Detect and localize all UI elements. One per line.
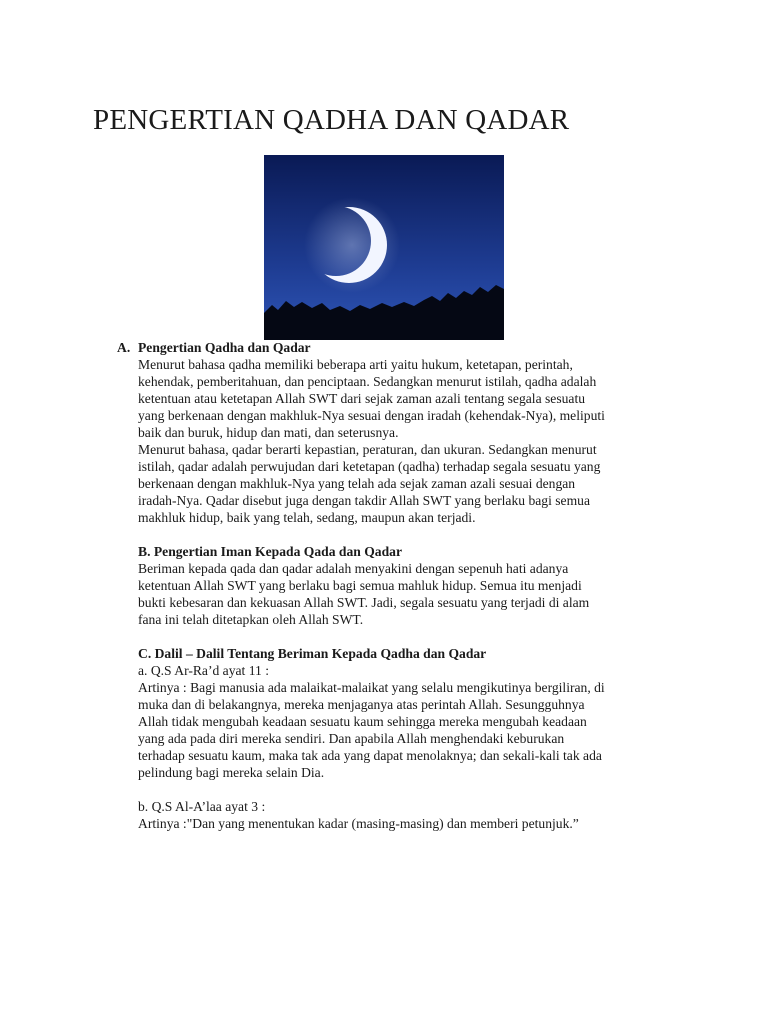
text-line: terhadap sesuatu kaum, maka tak ada yang dapat menolaknya; dan sekali-kali tak ada bbox=[138, 748, 602, 763]
crescent-moon-image bbox=[264, 155, 504, 340]
text-line: ketentuan atau ketetapan Allah SWT dari sejak zaman azali tentang segala sesuatu bbox=[138, 391, 586, 406]
section-a-title: Pengertian Qadha dan Qadar bbox=[138, 340, 311, 355]
paragraph-al-alaa-meaning bbox=[138, 815, 677, 832]
section-a-body bbox=[117, 356, 677, 832]
text-line: muka dan di belakangnya, mereka menjaganya atas perintah Allah. Sesungguhnya bbox=[138, 697, 585, 712]
text-line: yang berkenaan dengan makhluk-Nya sesuai dengan iradah (kehendak-Nya), meliputi bbox=[138, 408, 605, 423]
text-line: kehendak, pemberitahuan, dan penciptaan. Sedangkan menurut istilah, qadha adalah bbox=[138, 374, 597, 389]
text-line: yang ada pada diri mereka sendiri. Dan apabila Allah menghendaki keburukan bbox=[138, 731, 565, 746]
text-line: iradah-Nya. Qadar disebut juga dengan takdir Allah SWT yang berlaku bagi semua bbox=[138, 493, 590, 508]
text-line: makhluk hidup, baik yang telah, sedang, maupun akan terjadi. bbox=[138, 510, 476, 525]
text-line: Menurut bahasa qadha memiliki beberapa arti yaitu hukum, ketetapan, perintah, bbox=[138, 357, 573, 372]
text-line: pelindung bagi mereka selain Dia. bbox=[138, 765, 325, 780]
paragraph-ar-rad-meaning bbox=[138, 679, 677, 781]
document-body bbox=[117, 339, 677, 832]
text-line: fana ini telah ditetapkan oleh Allah SWT. bbox=[138, 612, 364, 627]
paragraph-qadha bbox=[138, 356, 677, 441]
text-line: Beriman kepada qada dan qadar adalah menyakini dengan sepenuh hati adanya bbox=[138, 561, 569, 576]
text-line: Allah tidak mengubah keadaan sesuatu kaum sehingga mereka mengubah keadaan bbox=[138, 714, 587, 729]
text-line: bukti kebesaran dan kekuasan Allah SWT. Jadi, segala sesuatu yang terjadi di alam bbox=[138, 595, 590, 610]
page-title: PENGERTIAN QADHA DAN QADAR bbox=[93, 104, 570, 136]
text-line: baik dan buruk, hidup dan mati, dan seterusnya. bbox=[138, 425, 399, 440]
reference-ar-rad: a. Q.S Ar-Ra’d ayat 11 : bbox=[138, 663, 269, 678]
text-line: Menurut bahasa, qadar berarti kepastian, peraturan, dan ukuran. Sedangkan menurut bbox=[138, 442, 597, 457]
section-a-heading bbox=[117, 339, 677, 356]
section-a-marker: A. bbox=[117, 340, 131, 355]
section-b-heading: B. Pengertian Iman Kepada Qada dan Qadar bbox=[138, 544, 402, 559]
text-line: berkenaan dengan makhluk-Nya yang telah ada sejak zaman azali sesuai dengan bbox=[138, 476, 576, 491]
section-c-heading: C. Dalil – Dalil Tentang Beriman Kepada Qadha dan Qadar bbox=[138, 646, 487, 661]
paragraph-qadar bbox=[138, 441, 677, 526]
text-line: Artinya :"Dan yang menentukan kadar (masing-masing) dan memberi petunjuk.” bbox=[138, 816, 579, 831]
text-line: istilah, qadar adalah perwujudan dari ketetapan (qadha) terhadap segala sesuatu yang bbox=[138, 459, 601, 474]
text-line: ketentuan Allah SWT yang berlaku bagi semua mahluk hidup. Semua itu menjadi bbox=[138, 578, 582, 593]
reference-al-alaa: b. Q.S Al-A’laa ayat 3 : bbox=[138, 799, 266, 814]
text-line: Artinya : Bagi manusia ada malaikat-malaikat yang selalu mengikutinya bergiliran, di bbox=[138, 680, 605, 695]
paragraph-iman bbox=[138, 560, 677, 628]
